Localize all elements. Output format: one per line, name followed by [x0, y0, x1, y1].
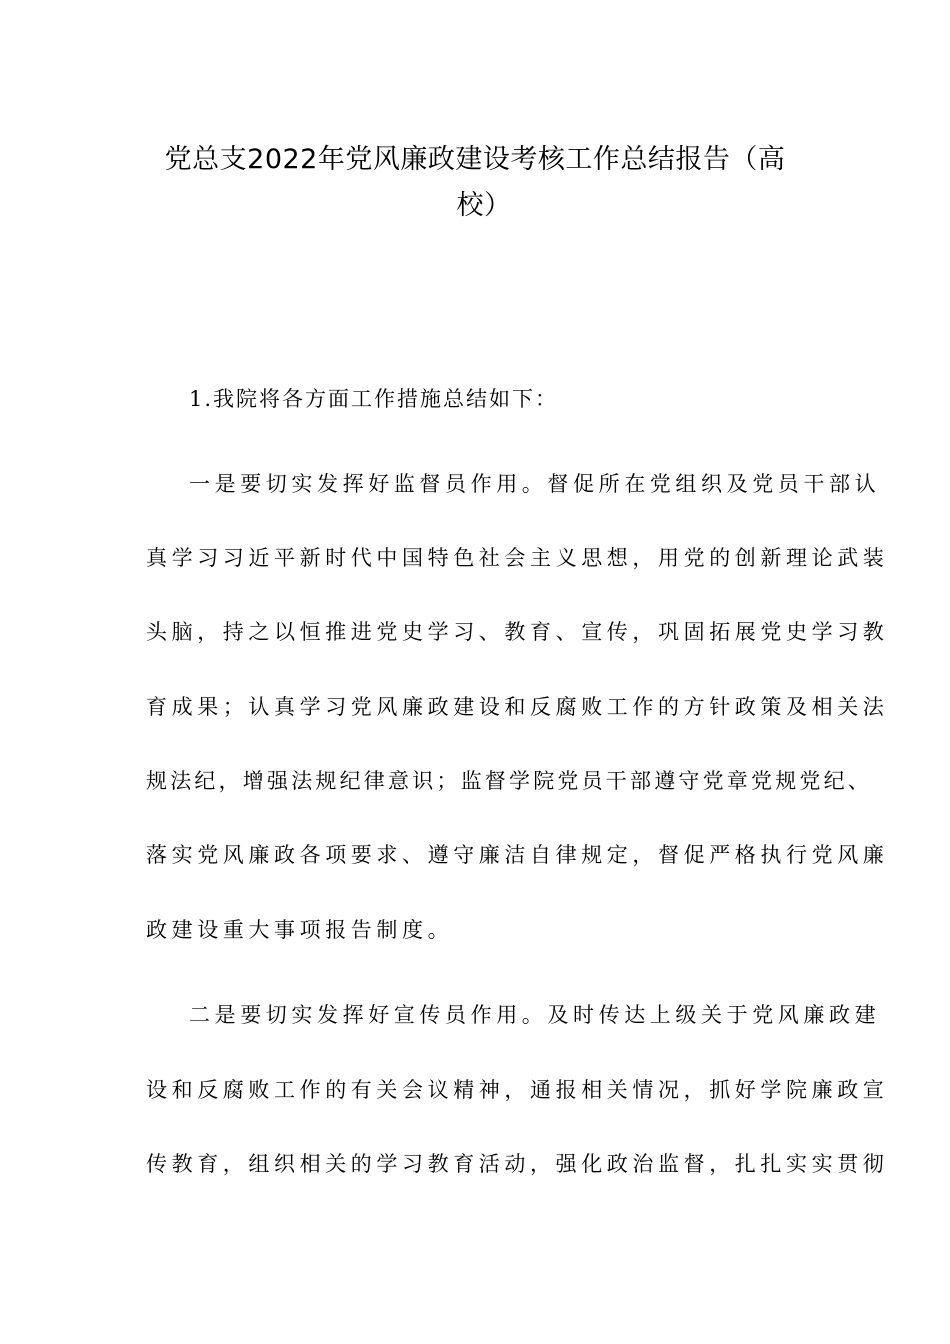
paragraph-2-line-1: 二是要切实发挥好宣传员作用。及时传达上级关于党风廉政建: [189, 1003, 881, 1027]
paragraph-1-line-5: 规法纪，增强法规纪律意识；监督学院党员干部遵守党章党规党纪、: [146, 769, 872, 793]
document-title-line-2: [0, 183, 950, 222]
paragraph-1-line-4: 育成果；认真学习党风廉政建设和反腐败工作的方针政策及相关法: [146, 695, 889, 719]
paragraph-1-line-2: 真学习习近平新时代中国特色社会主义思想，用党的创新理论武装: [146, 546, 889, 570]
paragraph-1-line-3: 头脑，持之以恒推进党史学习、教育、宣传，巩固拓展党史学习教: [146, 620, 889, 644]
document-title-line-1: 党总支2022年党风廉政建设考核工作总结报告（高: [164, 144, 786, 175]
paragraph-intro: 1.我院将各方面工作措施总结如下：: [189, 387, 559, 411]
paragraph-1-line-6: 落实党风廉政各项要求、遵守廉洁自律规定，督促严格执行党风廉: [146, 843, 889, 867]
paragraph-1-line-1: 一是要切实发挥好监督员作用。督促所在党组织及党员干部认: [189, 472, 881, 496]
paragraph-2-line-3: 传教育，组织相关的学习教育活动，强化政治监督，扎扎实实贯彻: [146, 1152, 889, 1176]
document-title-line-2-text: 校）: [456, 190, 512, 221]
paragraph-2-line-2: 设和反腐败工作的有关会议精神，通报相关情况，抓好学院廉政宣: [146, 1078, 889, 1102]
paragraph-1-line-7: 政建设重大事项报告制度。: [146, 918, 454, 942]
